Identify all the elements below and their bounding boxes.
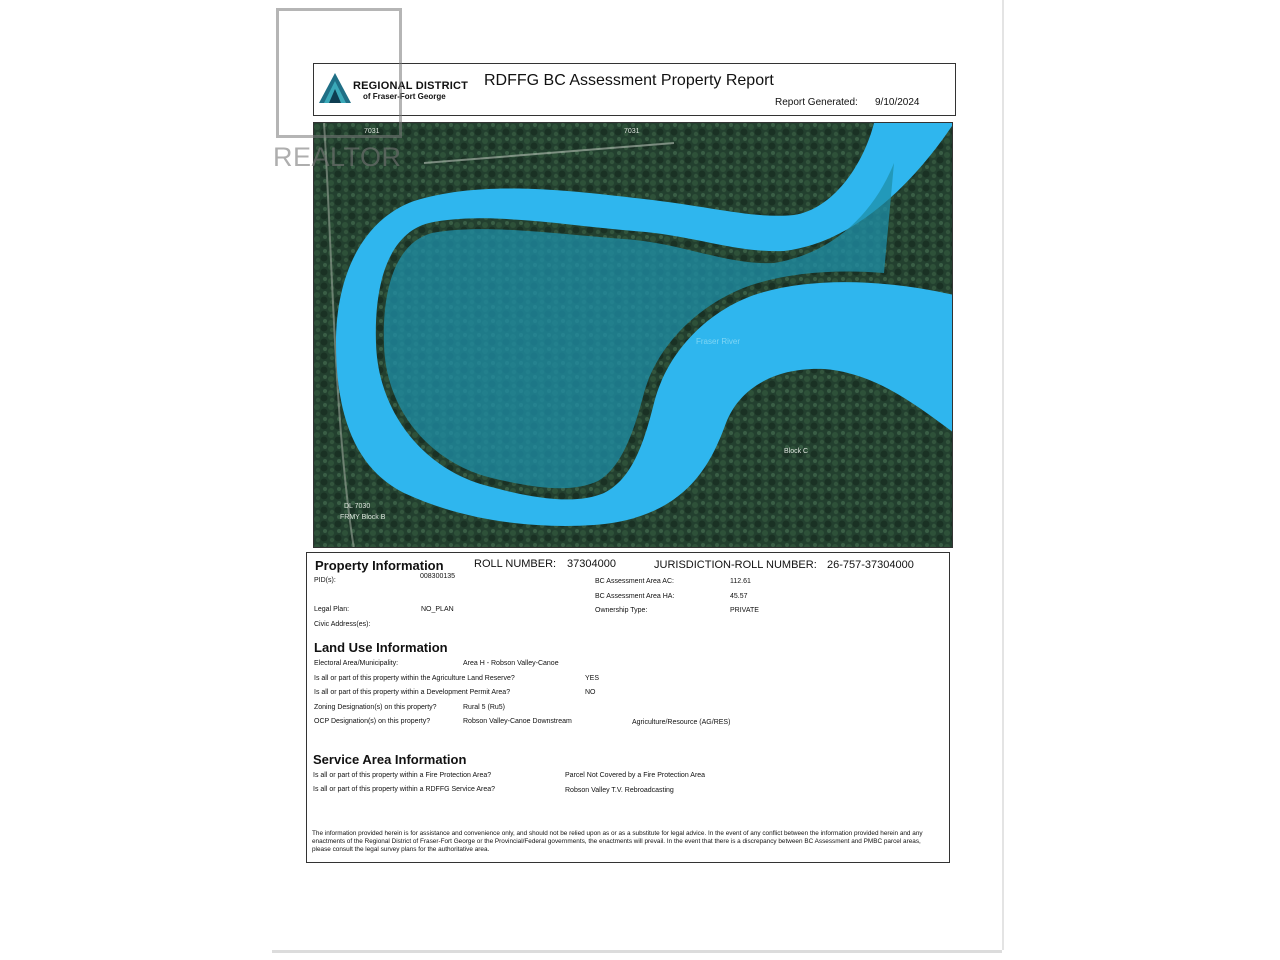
ownership-label: Ownership Type: <box>595 607 648 614</box>
report-title: RDFFG BC Assessment Property Report <box>484 72 774 89</box>
rdffg-service-label: Is all or part of this property within a RDFFG Service Area? <box>313 786 496 793</box>
electoral-value: Area H - Robson Valley-Canoe <box>463 660 559 667</box>
fire-value: Parcel Not Covered by a Fire Protection Area <box>565 772 706 779</box>
ocp-label: OCP Designation(s) on this property? <box>314 718 431 725</box>
alr-value: YES <box>585 675 600 682</box>
legal-plan-label: Legal Plan: <box>314 606 350 613</box>
jurisdiction-value: 26-757-37304000 <box>827 559 914 571</box>
map-label: 7031 <box>364 128 380 135</box>
jurisdiction-label: JURISDICTION-ROLL NUMBER: <box>654 559 817 571</box>
generated-label: Report Generated: <box>775 97 858 108</box>
ownership-value: PRIVATE <box>730 607 759 614</box>
dpa-value: NO <box>585 689 596 696</box>
civic-address-label: Civic Address(es): <box>314 621 371 628</box>
river-label: Fraser River <box>696 337 741 346</box>
pid-label: PID(s): <box>314 577 336 584</box>
map-label: 7031 <box>624 128 640 135</box>
legal-plan-value: NO_PLAN <box>421 606 454 613</box>
roll-label: ROLL NUMBER: <box>474 558 557 570</box>
land-use-title: Land Use Information <box>314 640 448 655</box>
pid-value: 008300135 <box>420 573 456 580</box>
realtor-watermark-icon <box>276 8 402 138</box>
watermark-text: REALTOR <box>273 142 402 172</box>
roll-value: 37304000 <box>567 558 616 570</box>
map-label: Block C <box>784 448 809 455</box>
property-map <box>313 122 953 548</box>
area-ac-value: 112.61 <box>730 578 751 585</box>
service-area-title: Service Area Information <box>313 752 467 767</box>
property-info-title: Property Information <box>315 558 444 573</box>
zoning-label: Zoning Designation(s) on this property? <box>314 704 437 711</box>
alr-label: Is all or part of this property within the Agriculture Land Reserve? <box>314 675 515 682</box>
fire-label: Is all or part of this property within a Fire Protection Area? <box>313 772 492 779</box>
area-ac-label: BC Assessment Area AC: <box>595 578 674 585</box>
legal-disclaimer: The information provided herein is for assistance and convenience only, and should not be relied upon as or as a substitute for legal advice. In the event of any conflict between the information provided herein and any enactments of the Regional District of Fraser-Fort George or the Provincial/Federal governments, the enactments will prevail. In the event that there is a discrepancy between BC Assessment and PMBC parcel areas, please consult the legal survey plans for the authoritative area. <box>312 830 923 853</box>
map-label: FRMY Block B <box>340 514 386 521</box>
map-label: DL 7030 <box>344 503 371 510</box>
electoral-label: Electoral Area/Municipality: <box>314 660 399 667</box>
map-image <box>314 123 953 548</box>
generated-date: 9/10/2024 <box>875 97 920 108</box>
ocp-value-designation: Agriculture/Resource (AG/RES) <box>632 719 731 726</box>
ocp-value: Robson Valley-Canoe Downstream <box>463 718 572 725</box>
zoning-value: Rural 5 (Ru5) <box>463 704 506 711</box>
area-ha-value: 45.57 <box>730 593 748 600</box>
rdffg-service-value: Robson Valley T.V. Rebroadcasting <box>565 787 674 794</box>
org-name: REGIONAL DISTRICT <box>353 80 469 92</box>
org-subname: of Fraser-Fort George <box>363 92 446 101</box>
area-ha-label: BC Assessment Area HA: <box>595 593 675 600</box>
dpa-label: Is all or part of this property within a Development Permit Area? <box>314 689 511 696</box>
